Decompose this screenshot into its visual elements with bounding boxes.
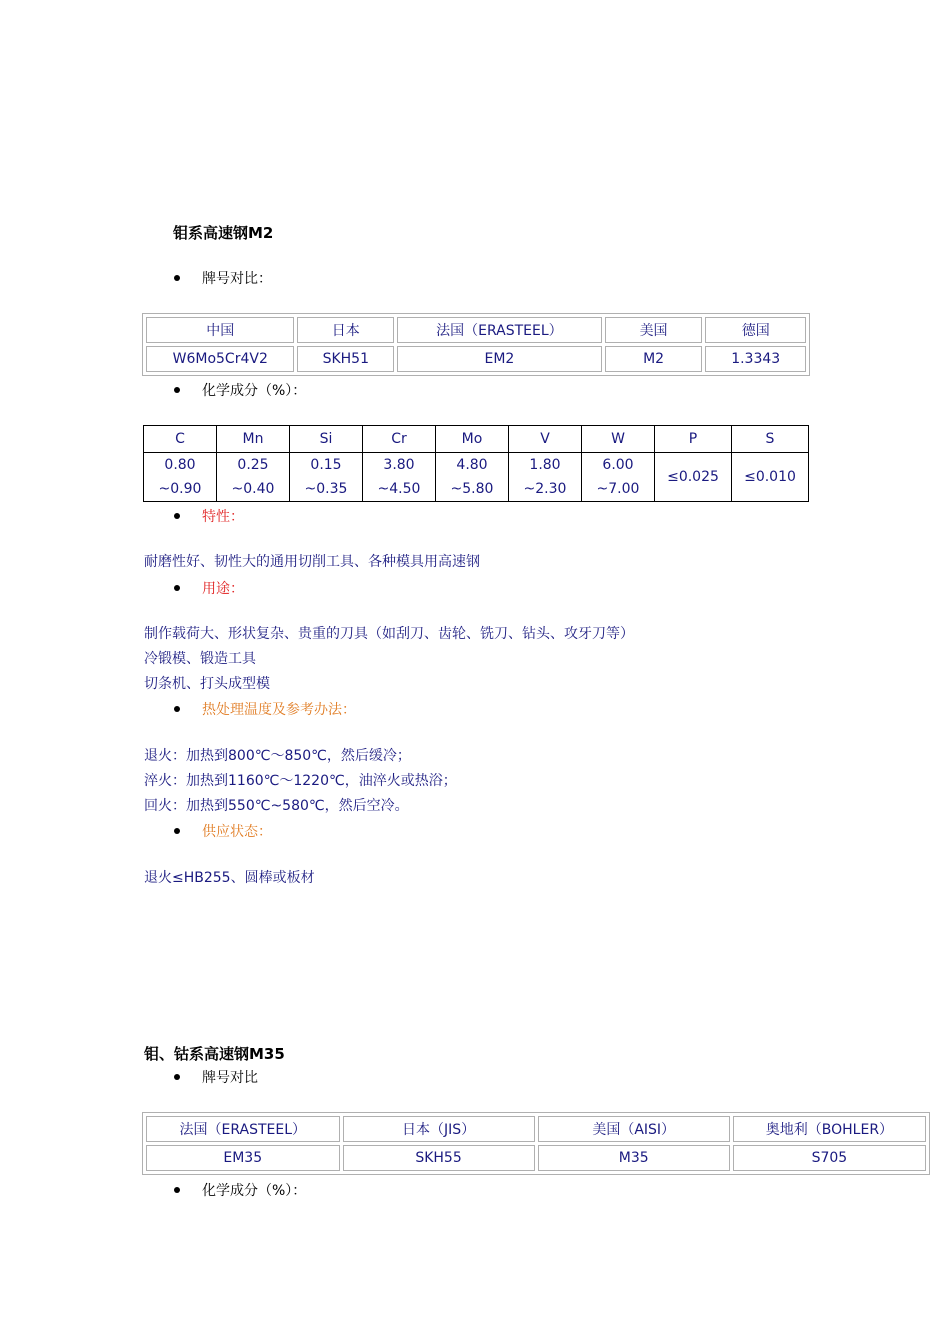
brand-value-cell: W6Mo5Cr4V2 xyxy=(146,346,294,372)
chem-header-cell: Cr xyxy=(363,426,436,453)
section2-title: 钼、钴系高速钢M35 xyxy=(144,1045,285,1063)
brand-value-cell: EM2 xyxy=(397,346,602,372)
heat-line: 回火：加热到550℃~580℃，然后空冷。 xyxy=(144,798,409,814)
brand-header-cell: 美国（AISI） xyxy=(538,1116,730,1142)
bullet-icon xyxy=(174,1187,180,1193)
bullet-icon xyxy=(174,706,180,712)
brand-value-cell: EM35 xyxy=(146,1145,340,1171)
use-line: 切条机、打头成型模 xyxy=(144,676,270,692)
heat-text xyxy=(144,744,457,819)
chem-value-cell: 0.80 ~0.90 xyxy=(144,453,217,502)
brand-table-m35 xyxy=(142,1112,930,1175)
use-line: 冷锻模、锻造工具 xyxy=(144,651,256,667)
brand-compare-label-2 xyxy=(202,1067,258,1087)
brand-value-cell: SKH51 xyxy=(297,346,394,372)
chem-value-cell: 6.00 ~7.00 xyxy=(582,453,655,502)
chem-header-cell: V xyxy=(509,426,582,453)
brand-value-cell: 1.3343 xyxy=(705,346,806,372)
chem-header-cell: Si xyxy=(290,426,363,453)
use-text xyxy=(144,622,634,697)
brand-header-cell: 日本（JIS） xyxy=(343,1116,535,1142)
bullet-icon xyxy=(174,1074,180,1080)
chem-table-m2 xyxy=(143,425,809,502)
brand-header-cell: 中国 xyxy=(146,317,294,343)
use-label-text: 用途： xyxy=(202,581,244,597)
brand-value-cell: SKH55 xyxy=(343,1145,535,1171)
chem-value-cell: 3.80 ~4.50 xyxy=(363,453,436,502)
chem-header-cell: W xyxy=(582,426,655,453)
brand-header-cell: 法国（ERASTEEL） xyxy=(397,317,602,343)
heat-line: 淬火：加热到1160℃～1220℃，油淬火或热浴； xyxy=(144,773,457,789)
brand-header-cell: 德国 xyxy=(705,317,806,343)
brand-header-cell: 法国（ERASTEEL） xyxy=(146,1116,340,1142)
brand-compare-text-2: 牌号对比 xyxy=(202,1070,258,1086)
brand-value-cell: S705 xyxy=(733,1145,926,1171)
feature-label xyxy=(202,506,244,526)
chem-header-cell: S xyxy=(732,426,809,453)
chem-value-cell: ≤0.025 xyxy=(655,453,732,502)
brand-compare-text: 牌号对比： xyxy=(202,271,272,287)
supply-text: 退火≤HB255、圆棒或板材 xyxy=(144,870,315,886)
chem-value-cell: 0.15 ~0.35 xyxy=(290,453,363,502)
bullet-icon xyxy=(174,585,180,591)
bullet-icon xyxy=(174,828,180,834)
use-line: 制作载荷大、形状复杂、贵重的刀具（如刮刀、齿轮、铣刀、钻头、攻牙刀等） xyxy=(144,626,634,642)
chem-value-cell: ≤0.010 xyxy=(732,453,809,502)
feature-label-text: 特性： xyxy=(202,509,244,525)
supply-label xyxy=(202,821,272,841)
bullet-icon xyxy=(174,275,180,281)
heat-label-text: 热处理温度及参考办法： xyxy=(202,702,356,718)
brand-compare-label xyxy=(202,268,272,288)
bullet-icon xyxy=(174,387,180,393)
chem-label-text-2: 化学成分（%）： xyxy=(202,1183,307,1199)
feature-text: 耐磨性好、韧性大的通用切削工具、各种模具用高速钢 xyxy=(144,554,480,570)
chem-header-cell: C xyxy=(144,426,217,453)
brand-table-m2 xyxy=(142,313,810,376)
brand-header-cell: 美国 xyxy=(605,317,703,343)
supply-label-text: 供应状态： xyxy=(202,824,272,840)
heat-label xyxy=(202,699,356,719)
brand-value-cell: M35 xyxy=(538,1145,730,1171)
chem-label-2 xyxy=(202,1180,306,1200)
heat-line: 退火：加热到800℃～850℃，然后缓冷； xyxy=(144,748,411,764)
chem-value-cell: 1.80 ~2.30 xyxy=(509,453,582,502)
section1-title: 钼系高速钢M2 xyxy=(173,224,274,242)
chem-header-cell: Mn xyxy=(217,426,290,453)
chem-header-cell: Mo xyxy=(436,426,509,453)
chem-value-cell: 0.25 ~0.40 xyxy=(217,453,290,502)
brand-value-cell: M2 xyxy=(605,346,703,372)
brand-header-cell: 日本 xyxy=(297,317,394,343)
chem-header-cell: P xyxy=(655,426,732,453)
chem-label-text: 化学成分（%）： xyxy=(202,383,307,399)
brand-header-cell: 奥地利（BOHLER） xyxy=(733,1116,926,1142)
use-label xyxy=(202,578,244,598)
chem-value-cell: 4.80 ~5.80 xyxy=(436,453,509,502)
chem-label xyxy=(202,380,306,400)
bullet-icon xyxy=(174,513,180,519)
